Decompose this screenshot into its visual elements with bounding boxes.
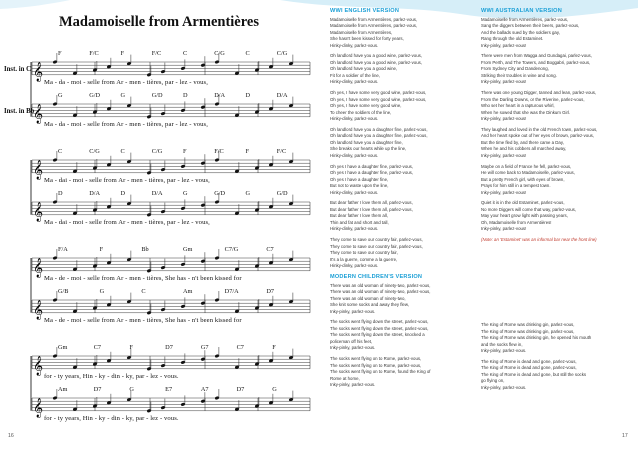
chord-symbol: F [99,246,104,253]
lyric-line: Thin and fat and short and tall, [330,219,389,225]
chord-symbol: G [183,190,188,197]
stanza [481,53,629,86]
chord-symbol: D7 [165,344,173,351]
lyric-line: Madamoiselle from Armentières, parlez-vous, [330,16,418,22]
lyric-line: Inky-pinky, parlez-vous. [330,382,376,388]
stanza [330,237,478,270]
lyrics-page [318,0,638,452]
chord-symbol: D [120,190,126,197]
chord-symbol: D/A [151,190,163,197]
lyric-line: But a pretty French girl, with eyes of brown, [481,176,565,182]
chord-symbol: F/C [276,148,287,155]
lyric-underlay: Ma - de - moi - selle from Ar - men - tières, She has - n't been kissed for [44,317,242,324]
svg-text:𝄞: 𝄞 [33,257,44,278]
lyric-line: They laughed and loved in the old French town, parlez-vous, [481,126,598,132]
chord-symbol: F [245,148,250,155]
lyric-line: She breaks our hearts while up the line, [330,146,407,152]
lyric-line: The King of Rome is dead and gone, but still the socks [481,371,587,377]
ww1-english-stanzas [330,17,478,270]
lyric-underlay: for - ty years, Hin - ky - din - ky, par - lez - vous. [44,415,179,422]
svg-text:𝄞: 𝄞 [33,355,44,376]
staff-lines [0,0,318,452]
lyric-line: Oh yes I have a daughter fine, [330,176,389,182]
lyric-line: Fit for a soldier of the line, [330,72,380,78]
lyric-line: There was one young Digger, tanned and lean, parlez-vous, [481,90,597,96]
chord-symbol: G/D [89,92,101,99]
page-number-left: 16 [8,433,14,439]
stanza [481,90,629,123]
lyric-line: Prays for him still in a tempest town. [481,183,551,189]
svg-text:𝄞: 𝄞 [33,397,44,418]
stanza [330,53,478,86]
lyric-line: Hinky-dinky, parlez-vous. [330,79,379,85]
lyric-line: But dear father I love them all, parlez-vous, [330,206,413,212]
lyric-line: But the time fled by, and there came a Day, [481,139,564,145]
chord-symbol: C [245,50,250,57]
lyric-line: Oh landlord have you a good wine, [330,66,398,72]
lyric-line: It's a la guerre, comme a la guerre, [330,256,398,262]
stanza [330,319,478,352]
chord-symbol: C [120,148,125,155]
lyric-line: Oh landlord have you a daughter fine, parlez-vous, [330,133,428,139]
lyric-underlay: Ma - de - moi - selle from Ar - men - tières, She has - n't been kissed for [44,275,242,282]
chord-symbol: C/G [89,148,100,155]
lyric-line: She knit some socks and away they flew, [330,302,409,308]
stanza [330,17,478,50]
chord-symbol: C/G [276,50,288,57]
ww1-english-heading: WWI ENGLISH VERSION [330,8,400,14]
ww1-english-column [330,8,478,393]
chord-symbol: F/C [89,50,99,57]
lyric-line: No more Diggers will come that way, parlez-vous, [481,206,577,212]
chord-symbol: G7 [200,344,209,351]
lyric-line: The socks went flying down the street, knocked a [330,332,425,338]
ww1-australian-heading: WWI AUSTRALIAN VERSION [481,8,562,14]
chord-symbol: D7/A [224,288,239,295]
chord-symbol: A7 [200,386,209,393]
lyric-line: go flying on, [481,378,505,384]
stanza [481,164,629,197]
lyric-underlay: Ma - da - moi - selle from Ar - men - tières, par - lez - vous, [44,79,208,86]
lyric-line: They come to save our country fair, parlez-vous, [330,243,423,249]
king-of-rome-stanzas [481,322,629,391]
chord-symbol: F [58,50,62,57]
chord-symbol: G/D [276,190,288,197]
lyric-line: And her heart spoke out of her eyes of brown, parlez-vous, [481,133,595,139]
lyric-line: But not to waste upon the line, [330,183,389,189]
stanza [330,164,478,197]
chord-symbol: C7/G [224,246,239,253]
lyric-line: The King of Rome is dead and gone, parlez-vous, [481,358,577,364]
stanza [330,127,478,160]
lyric-line: She hasn't been kissed for forty years, [330,36,404,41]
lyric-line: The King of Rome was drinking gin, parlez-vous, [481,328,575,334]
lyric-line: Inky-pinky, parlez-vous. [481,384,527,390]
lyric-line: Inky-pinky, parlez-vous! [481,42,527,48]
lyric-line: The socks went flying on to Rome, parlez-vous, [330,356,422,362]
stanza [330,283,478,316]
lyric-line: Hinky-dinky, parlez-vous. [330,263,379,269]
lyric-line: Rome at home, [330,375,360,381]
chord-symbol: D/A [276,92,288,99]
chord-symbol: D/A [214,92,226,99]
lyric-line: The socks went flying down the street, parlez-vous, [330,319,429,325]
lyric-line: Oh landlord have you a good wine, parlez-vous, [330,59,422,65]
chord-symbol: C/G [214,50,225,57]
chord-symbol: G [272,386,277,393]
lyric-line: The King of Rome is dead and gone, parlez-vous, [481,365,577,371]
lyric-line: But dear father I love them all, parlez-vous, [330,200,413,206]
lyric-line: policeman off his feet, [330,338,373,344]
lyric-line: May your heart grow light with passing years, [481,213,568,219]
lyric-line: They come to save our country fair, parlez-vous, [330,237,423,243]
lyric-line: Striking their troubles in wine and song. [481,72,557,78]
lyric-line: Madamoiselle from Armentières, parlez-vous, [330,23,418,28]
score-title: Madamoiselle from Armentières [59,14,259,30]
svg-text:𝄞: 𝄞 [33,299,44,320]
svg-text:𝄞: 𝄞 [33,61,44,82]
lyric-underlay: Ma - dai - moi - selle from Ar - men - tières, par - lez - vous, [44,219,210,226]
estaminet-note: (Note: an 'Estaminet' was an informal bar near the front line) [481,237,597,243]
lyric-line: Oh yes, I have some very good wine, parlez-vous, [330,96,427,102]
lyric-line: The socks went flying on to Rome, parlez-vous, [330,362,422,368]
modern-children-stanzas [330,283,478,389]
lyric-line: And the ballads sued by the soldiers gay, [481,29,560,35]
chord-symbol: D7 [266,288,275,295]
ww1-australian-column [481,8,629,244]
ww1-australian-stanzas [481,17,629,233]
lyric-line: Oh yes, I have some very good wine, [330,103,402,109]
svg-text:𝄞: 𝄞 [33,159,44,180]
chord-symbol: Bb [141,246,149,253]
lyric-line: Maybe on a field of France he fell, parlez-vous, [481,163,572,169]
lyric-line: Oh, Madamoiselle from Armentières! [481,219,552,225]
lyric-line: From Perth, and The Towers, and Boggabri, parlez-vous, [481,59,591,65]
lyric-line: Inky-pinky, parlez-vous! [481,79,527,85]
page-number-right: 17 [622,433,628,439]
stanza [481,322,629,355]
svg-text:𝄞: 𝄞 [33,201,44,222]
stanza [481,127,629,160]
king-of-rome-column [481,322,629,396]
chord-symbol: Gm [183,246,193,253]
stanza [481,359,629,392]
lyric-line: He will come back to Madamoiselle, parlez-vous, [481,170,575,176]
lyric-line: Inky-pinky, parlez-vous! [481,189,527,195]
chord-symbol: G/D [214,190,226,197]
lyric-line: The socks went flying on to Rome, found the King of [330,369,431,375]
stanza [330,200,478,233]
chord-symbol: C [183,50,188,57]
chord-symbol: Am [58,386,68,393]
lyric-line: There was an old woman of ninety-two, parlez-vous, [330,289,431,295]
lyric-underlay: Ma - dai - moi - selle from Ar - men - tières, par - lez - vous, [44,177,210,184]
chord-symbol: D [183,92,188,99]
instrument-label-c: Inst. in C [4,66,32,73]
chord-symbol: G [129,386,134,393]
lyric-line: The King of Rome was drinking gin, he opened his mouth [481,335,592,340]
chord-symbol: D [245,92,251,99]
lyric-line: When he sowed that she was the Dinkum Girl. [481,109,571,115]
chord-symbol: G [120,92,126,99]
lyric-line: Hinky-dinky, parlez-vous. [330,189,379,195]
lyric-line: and the socks flew in, [481,341,523,347]
lyric-line: The socks went flying down the street, parlez-vous, [330,325,429,331]
lyric-line: Oh yes, I have some very good wine, parlez-vous, [330,90,427,96]
chord-symbol: F/A [58,246,68,253]
chord-symbol: F/C [214,148,224,155]
chord-symbol: G [99,288,105,295]
lyric-line: Inky-pinky, parlez-vous! [481,226,527,232]
lyric-line: Inky-pinky, parlez-vous. [330,308,376,314]
lyric-line: Oh landlord have you a good wine, parlez-vous, [330,53,422,59]
lyric-line: They come to save our country fair, [330,250,398,256]
lyric-line: Hinky-dinky, parlez-vous. [330,226,379,232]
chord-symbol: E7 [165,386,173,393]
chord-symbol: G/D [151,92,163,99]
lyric-line: Inky-pinky, parlez-vous. [330,345,376,351]
chord-symbol: F [272,344,276,351]
chord-symbol: F [120,50,125,57]
lyric-line: The King of Rome was drinking gin, parlez-vous, [481,322,575,327]
modern-children-heading: MODERN CHILDREN'S VERSION [330,274,423,281]
lyric-line: Oh yes I have a daughter fine, parlez-vous, [330,163,414,169]
lyric-line: To cheer the soldiers of the line, [330,109,392,115]
chord-symbol: C7 [93,344,102,351]
lyric-line: From Sydney City and Dandenong, [481,66,549,72]
chord-symbol: G/B [58,288,69,295]
lyric-line: There were men from Wagga and Gundagai, parlez-vous, [481,53,592,59]
chord-symbol: D [58,190,63,197]
lyric-line: Sang the diggers between their beers, parlez-vous, [481,23,580,28]
lyric-line: There was an old woman of ninety-two, [330,295,406,301]
lyric-line: Oh yes I have a daughter fine, parlez-vous, [330,170,414,176]
lyric-line: When he and his cobbers all marched away, [481,146,567,152]
stanza [330,90,478,123]
chord-symbol: Am [183,288,193,295]
lyric-line: There was an old woman of ninety-two, parlez-vous, [330,282,431,288]
lyric-line: Inky-pinky, parlez-vous! [481,116,527,122]
chord-symbol: F/C [151,50,162,57]
chord-symbol: G [58,92,63,99]
chord-symbol: G [245,190,251,197]
instrument-label-bb: Inst. in Bb [4,108,35,115]
chord-symbol: Gm [58,344,68,351]
lyric-line: Hinky-dinky, parlez-vous. [330,152,379,158]
stanza [481,17,629,50]
lyric-line: Hinky-dinky, parlez-vous. [330,42,379,48]
lyric-line: Quiet it is in the old Estaminet, parlez-vous, [481,200,565,206]
lyric-line: Inky-pinky, parlez-vous! [481,152,527,158]
stanza [481,200,629,233]
lyric-line: Oh landlord have you a daughter fine, [330,139,403,145]
lyric-line: Madamoiselle from Armentières, parlez-vous, [481,16,569,22]
chord-symbol: C [58,148,63,155]
svg-text:𝄞: 𝄞 [33,103,44,124]
chord-symbol: D7 [236,386,245,393]
chord-symbol: F [183,148,187,155]
chord-symbol: F [129,344,133,351]
lyric-line: Inky-pinky, parlez-vous. [481,348,527,353]
chord-symbol: D/A [89,190,101,197]
lyric-line: Rang through the old Estaminet. [481,36,544,41]
lyric-line: Who set her heart in a rapturous whirl, [481,103,555,109]
lyric-underlay: Ma - da - moi - selle from Ar - men - tières, par - lez - vous, [44,121,208,128]
lyric-line: From the Darling Downs, or the Riverine, parlez-vous, [481,96,585,102]
chord-symbol: C [141,288,146,295]
sheet-music-page [0,0,318,452]
lyric-line: But dear father I love them all, [330,213,388,219]
stanza [330,356,478,389]
chord-symbol: C7 [236,344,244,351]
lyric-line: Oh landlord have you a daughter fine, parlez-vous, [330,126,428,132]
chord-symbol: D7 [93,386,102,393]
chord-symbol: C7 [266,246,274,253]
lyric-line: Madamoiselle from Armentières, [330,29,393,35]
lyric-underlay: for - ty years, Hin - ky - din - ky, par - lez - vous. [44,373,179,380]
lyric-line: Hinky-dinky, parlez-vous. [330,116,379,122]
chord-symbol: C/G [151,148,163,155]
